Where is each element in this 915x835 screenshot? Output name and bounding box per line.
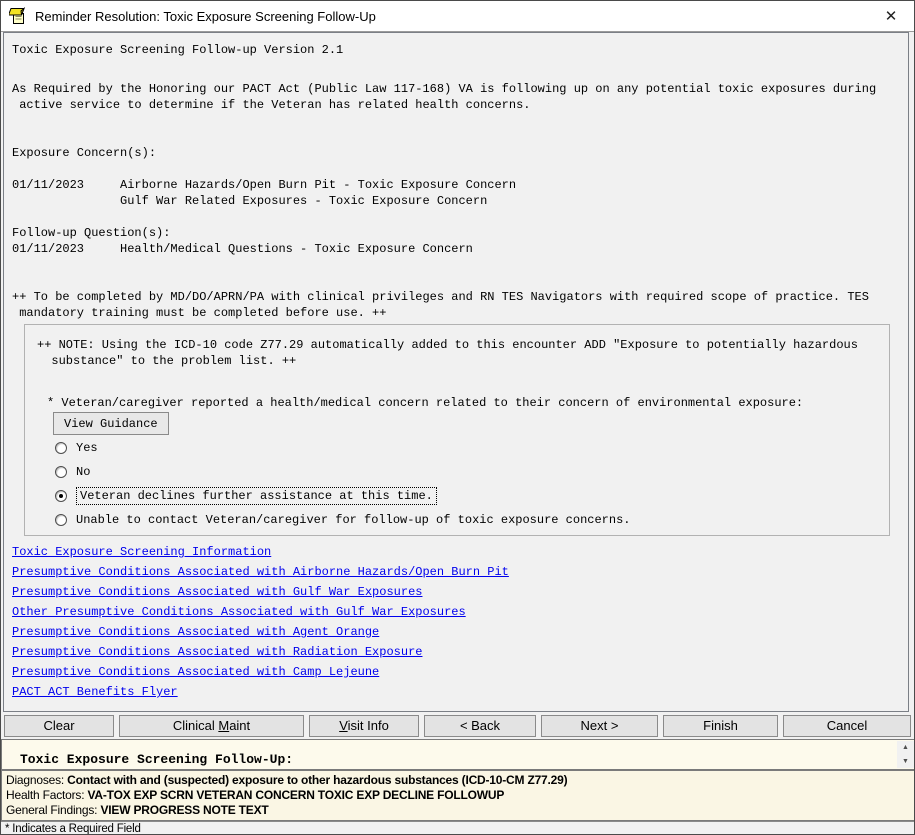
general-findings-value: VIEW PROGRESS NOTE TEXT — [100, 803, 269, 817]
health-factors-label: Health Factors: — [6, 788, 88, 802]
radio-option-declines[interactable] — [55, 487, 437, 505]
back-button[interactable]: < Back — [424, 715, 536, 737]
radio-button-yes[interactable] — [55, 442, 67, 454]
health-factors-value: VA-TOX EXP SCRN VETERAN CONCERN TOXIC EXP DECLINE FOLLOWUP — [87, 788, 505, 802]
close-icon[interactable]: ✕ — [884, 8, 898, 25]
link-presumptive-camp-lejeune[interactable]: Presumptive Conditions Associated with Camp Lejeune — [12, 665, 380, 679]
radio-label-declines: Veteran declines further assistance at this time. — [76, 487, 437, 505]
exposure-header: Exposure Concern(s): — [12, 146, 157, 160]
clear-button[interactable]: Clear — [4, 715, 114, 737]
completion-line-2: mandatory training must be completed before use. ++ — [12, 306, 387, 320]
reminder-note-icon — [9, 7, 28, 25]
icd-note-line-1: ++ NOTE: Using the ICD-10 code Z77.29 automatically added to this encounter ADD "Exposure to potentially hazardous — [37, 338, 858, 352]
radio-label-no: No — [76, 465, 91, 479]
scroll-up-icon[interactable]: ▲ — [902, 744, 909, 752]
link-presumptive-radiation[interactable]: Presumptive Conditions Associated with Radiation Exposure — [12, 645, 423, 659]
radio-label-unable-to-contact: Unable to contact Veteran/caregiver for follow-up of toxic exposure concerns. — [76, 513, 631, 527]
title-bar — [1, 1, 914, 32]
radio-option-yes[interactable] — [55, 441, 98, 455]
form-panel — [3, 32, 909, 712]
diagnoses-label: Diagnoses: — [6, 773, 68, 787]
link-presumptive-airborne-hazards[interactable]: Presumptive Conditions Associated with Airborne Hazards/Open Burn Pit — [12, 565, 509, 579]
general-findings-label: General Findings: — [6, 803, 101, 817]
diagnoses-value: Contact with and (suspected) exposure to other hazardous substances (ICD-10-CM Z77.29) — [67, 773, 568, 787]
link-presumptive-agent-orange[interactable]: Presumptive Conditions Associated with Agent Orange — [12, 625, 380, 639]
icd-note-line-2: substance" to the problem list. ++ — [37, 354, 297, 368]
scroll-down-icon[interactable]: ▼ — [902, 757, 909, 765]
visit-info-button[interactable]: Visit Info — [309, 715, 419, 737]
required-question: * Veteran/caregiver reported a health/medical concern related to their concern of environmental exposure: — [47, 396, 804, 410]
progress-note-preview[interactable] — [1, 739, 915, 770]
radio-button-declines[interactable] — [55, 490, 67, 502]
required-field-note: * Indicates a Required Field — [1, 821, 915, 835]
link-other-presumptive-gulf-war[interactable]: Other Presumptive Conditions Associated with Gulf War Exposures — [12, 605, 466, 619]
radio-label-yes: Yes — [76, 441, 98, 455]
completion-line-1: ++ To be completed by MD/DO/APRN/PA with clinical privileges and RN TES Navigators with required scope of practice. TES — [12, 290, 869, 304]
finish-button[interactable]: Finish — [663, 715, 778, 737]
reference-links — [12, 545, 509, 705]
exposure-row-2: Gulf War Related Exposures - Toxic Exposure Concern — [12, 194, 488, 208]
intro-line-1: As Required by the Honoring our PACT Act (Public Law 117-168) VA is following up on any potential toxic exposures during — [12, 82, 877, 96]
window-title: Reminder Resolution: Toxic Exposure Screening Follow-Up — [35, 8, 376, 24]
findings-panel — [1, 770, 915, 821]
preview-title-text: Toxic Exposure Screening Follow-Up: — [20, 752, 294, 767]
question-group-box — [24, 324, 890, 536]
health-factors-line — [6, 788, 911, 803]
cancel-button[interactable]: Cancel — [783, 715, 911, 737]
view-guidance-button[interactable]: View Guidance — [53, 412, 169, 435]
general-findings-line — [6, 803, 911, 818]
followup-row: 01/11/2023 Health/Medical Questions - Toxic Exposure Concern — [12, 242, 473, 256]
link-toxic-exposure-screening-information[interactable]: Toxic Exposure Screening Information — [12, 545, 272, 559]
radio-option-unable-to-contact[interactable] — [55, 513, 631, 527]
diagnoses-line — [6, 773, 911, 788]
dialog-button-row — [1, 712, 914, 739]
exposure-row-1: 01/11/2023 Airborne Hazards/Open Burn Pit - Toxic Exposure Concern — [12, 178, 517, 192]
link-presumptive-gulf-war[interactable]: Presumptive Conditions Associated with Gulf War Exposures — [12, 585, 423, 599]
version-line: Toxic Exposure Screening Follow-up Version 2.1 — [12, 43, 344, 57]
followup-header: Follow-up Question(s): — [12, 226, 171, 240]
radio-button-unable-to-contact[interactable] — [55, 514, 67, 526]
radio-button-no[interactable] — [55, 466, 67, 478]
intro-line-2: active service to determine if the Veteran has related health concerns. — [12, 98, 531, 112]
radio-option-no[interactable] — [55, 465, 90, 479]
link-pact-act-benefits-flyer[interactable]: PACT ACT Benefits Flyer — [12, 685, 178, 699]
clinical-maint-button[interactable]: Clinical Maint — [119, 715, 304, 737]
next-button[interactable]: Next > — [541, 715, 658, 737]
preview-scrollbar[interactable] — [897, 741, 914, 768]
